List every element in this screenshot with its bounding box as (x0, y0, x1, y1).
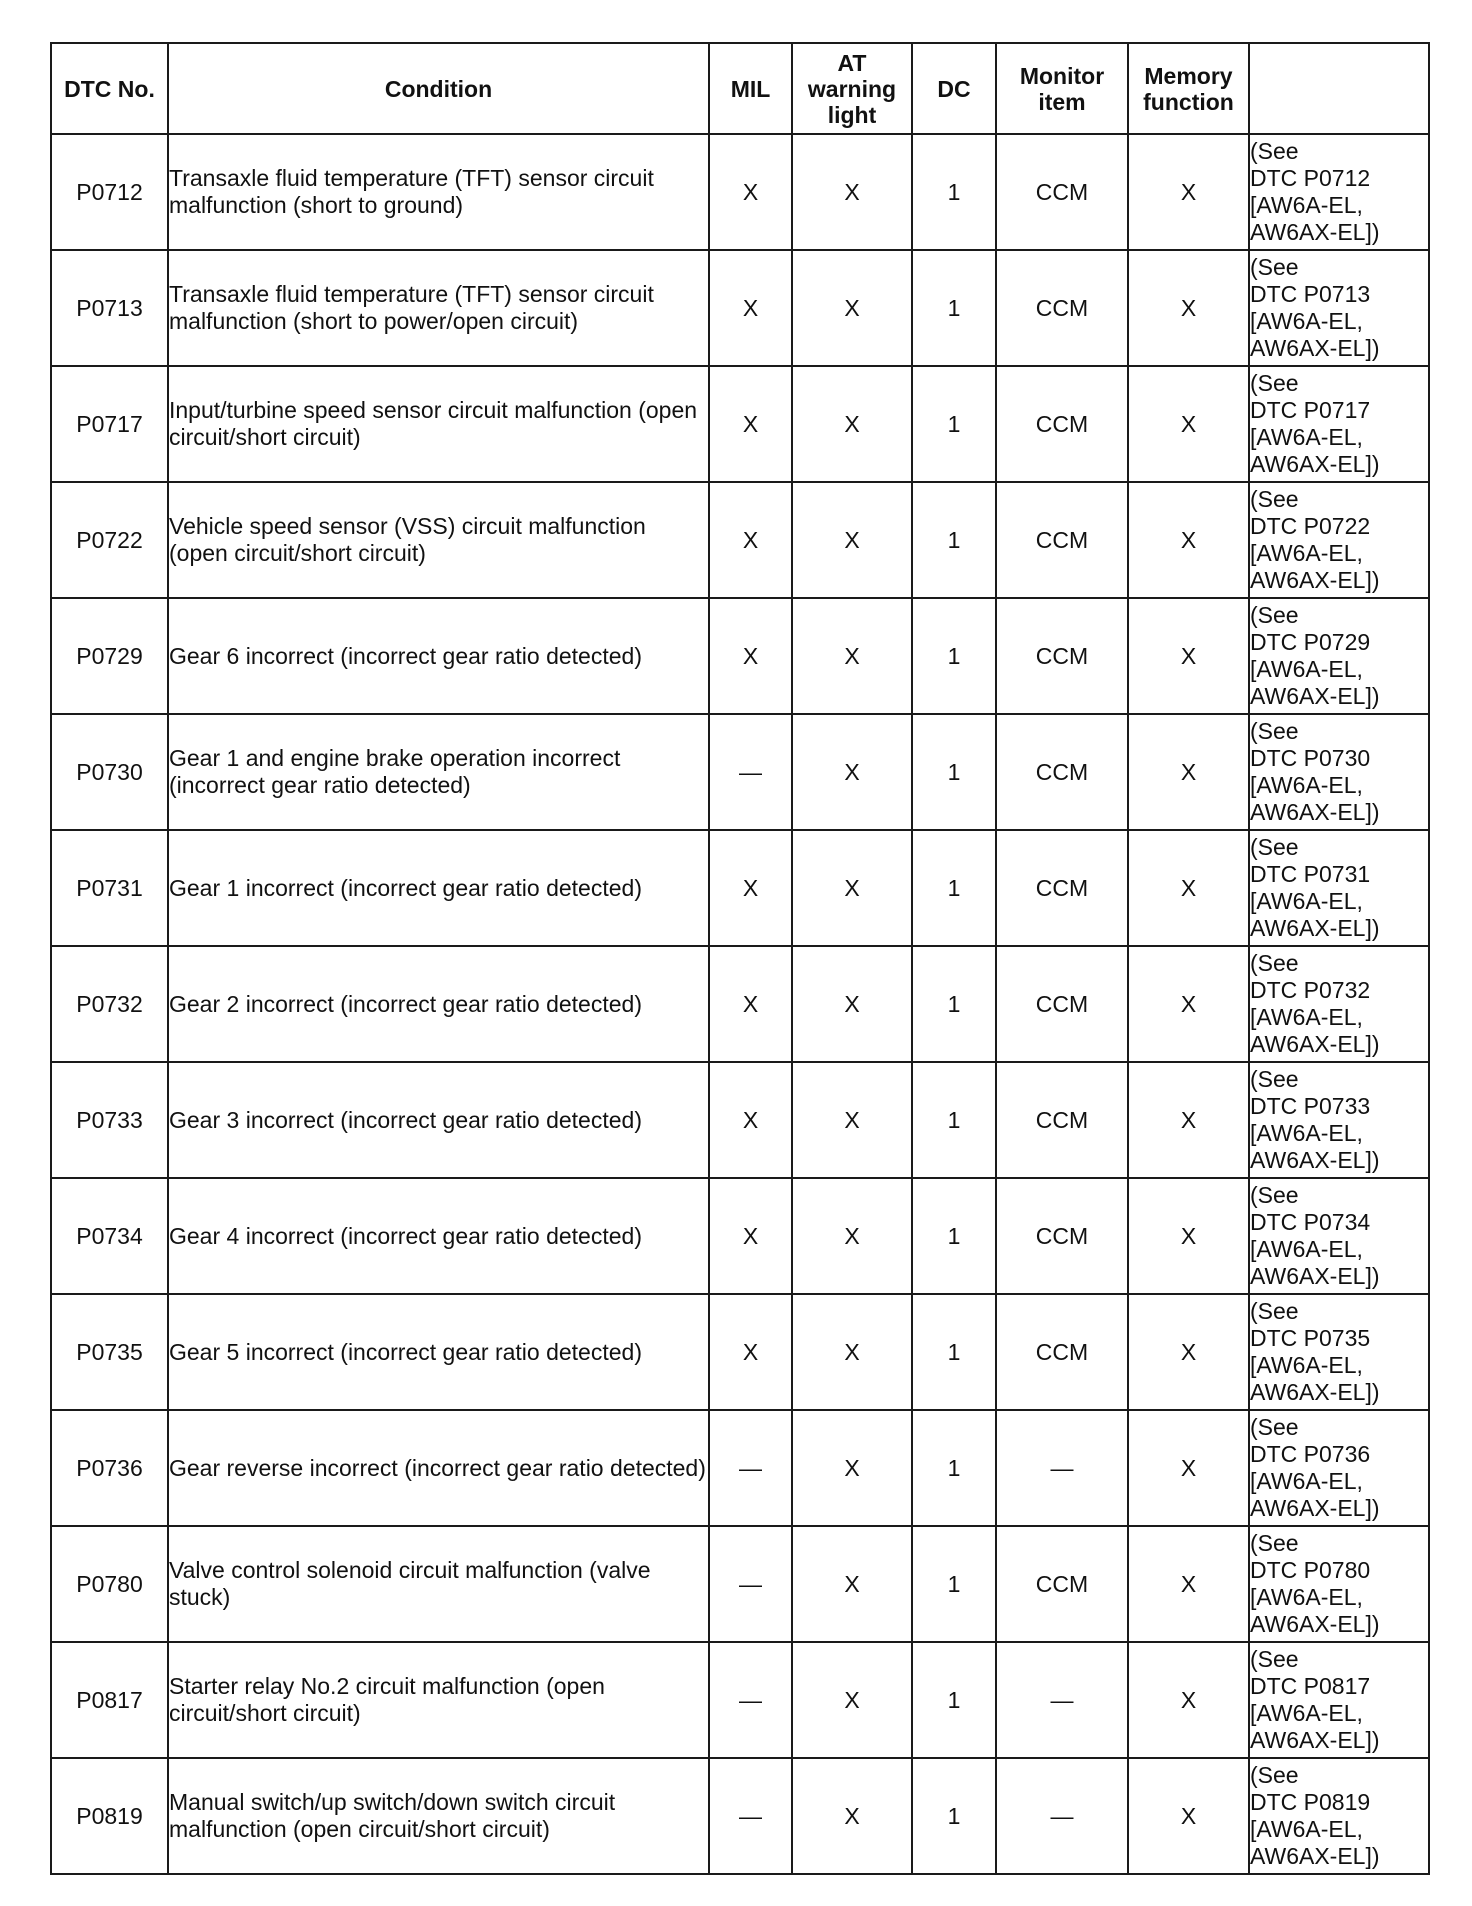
at-warning-light-indicator: X (792, 1758, 912, 1874)
at-warning-light-indicator: X (792, 482, 912, 598)
reference-line: DTC P0722 (1250, 513, 1371, 539)
reference-line: [AW6A-EL, (1250, 1700, 1363, 1726)
monitor-item: CCM (996, 482, 1128, 598)
memory-function-indicator: X (1128, 1526, 1249, 1642)
at-warning-light-indicator: X (792, 1526, 912, 1642)
reference-line: (See (1250, 1414, 1299, 1440)
memory-function-indicator: X (1128, 250, 1249, 366)
dtc-code: P0732 (51, 946, 168, 1062)
table-row (51, 250, 1429, 366)
reference-line: DTC P0731 (1250, 861, 1371, 887)
dtc-code: P0712 (51, 134, 168, 250)
header-condition: Condition (168, 43, 709, 134)
reference-line: AW6AX-EL]) (1250, 1727, 1380, 1753)
reference-line: DTC P0717 (1250, 397, 1371, 423)
at-warning-light-indicator: X (792, 1178, 912, 1294)
condition-text: Transaxle fluid temperature (TFT) sensor circuit malfunction (short to power/open circuit) (168, 250, 709, 366)
reference-line: AW6AX-EL]) (1250, 335, 1380, 361)
mil-indicator: X (709, 134, 792, 250)
table-body (51, 134, 1429, 1874)
table-row (51, 946, 1429, 1062)
reference-link[interactable] (1249, 250, 1429, 366)
monitor-item: CCM (996, 1294, 1128, 1410)
table-row (51, 714, 1429, 830)
reference-line: (See (1250, 254, 1299, 280)
reference-line: [AW6A-EL, (1250, 424, 1363, 450)
dtc-code: P0734 (51, 1178, 168, 1294)
condition-text: Gear 4 incorrect (incorrect gear ratio detected) (168, 1178, 709, 1294)
reference-link[interactable] (1249, 366, 1429, 482)
monitor-item: CCM (996, 1062, 1128, 1178)
dtc-table (50, 42, 1430, 1875)
reference-line: AW6AX-EL]) (1250, 451, 1380, 477)
header-at-warning-light: AT warning light (792, 43, 912, 134)
mil-indicator: X (709, 830, 792, 946)
table-row (51, 830, 1429, 946)
reference-line: DTC P0735 (1250, 1325, 1371, 1351)
memory-function-indicator: X (1128, 366, 1249, 482)
dtc-code: P0722 (51, 482, 168, 598)
condition-text: Manual switch/up switch/down switch circuit malfunction (open circuit/short circuit) (168, 1758, 709, 1874)
reference-link[interactable] (1249, 1178, 1429, 1294)
table-row (51, 1410, 1429, 1526)
mil-indicator: X (709, 482, 792, 598)
dc-value: 1 (912, 1062, 996, 1178)
reference-line: AW6AX-EL]) (1250, 567, 1380, 593)
dtc-code: P0729 (51, 598, 168, 714)
reference-link[interactable] (1249, 1062, 1429, 1178)
header-dc: DC (912, 43, 996, 134)
reference-line: AW6AX-EL]) (1250, 683, 1380, 709)
mil-indicator: X (709, 946, 792, 1062)
reference-line: (See (1250, 1762, 1299, 1788)
dc-value: 1 (912, 598, 996, 714)
table-row (51, 134, 1429, 250)
reference-line: DTC P0712 (1250, 165, 1371, 191)
monitor-item: — (996, 1758, 1128, 1874)
mil-indicator: — (709, 1526, 792, 1642)
monitor-item: CCM (996, 1526, 1128, 1642)
memory-function-indicator: X (1128, 598, 1249, 714)
reference-line: [AW6A-EL, (1250, 888, 1363, 914)
reference-link[interactable] (1249, 714, 1429, 830)
reference-link[interactable] (1249, 1410, 1429, 1526)
reference-line: AW6AX-EL]) (1250, 1263, 1380, 1289)
dtc-code: P0817 (51, 1642, 168, 1758)
condition-text: Gear 1 incorrect (incorrect gear ratio detected) (168, 830, 709, 946)
monitor-item: — (996, 1642, 1128, 1758)
header-memory-function: Memory function (1128, 43, 1249, 134)
at-warning-light-indicator: X (792, 366, 912, 482)
monitor-item: CCM (996, 830, 1128, 946)
reference-line: DTC P0732 (1250, 977, 1371, 1003)
at-warning-light-indicator: X (792, 1294, 912, 1410)
reference-line: DTC P0817 (1250, 1673, 1371, 1699)
reference-line: (See (1250, 718, 1299, 744)
mil-indicator: — (709, 1758, 792, 1874)
dc-value: 1 (912, 830, 996, 946)
reference-line: [AW6A-EL, (1250, 1004, 1363, 1030)
reference-line: DTC P0733 (1250, 1093, 1371, 1119)
dtc-code: P0713 (51, 250, 168, 366)
memory-function-indicator: X (1128, 134, 1249, 250)
memory-function-indicator: X (1128, 1178, 1249, 1294)
reference-link[interactable] (1249, 1294, 1429, 1410)
mil-indicator: — (709, 714, 792, 830)
reference-link[interactable] (1249, 946, 1429, 1062)
memory-function-indicator: X (1128, 714, 1249, 830)
monitor-item: CCM (996, 946, 1128, 1062)
monitor-item: CCM (996, 366, 1128, 482)
memory-function-indicator: X (1128, 1758, 1249, 1874)
reference-line: (See (1250, 1066, 1299, 1092)
at-warning-light-indicator: X (792, 1642, 912, 1758)
condition-text: Gear 5 incorrect (incorrect gear ratio detected) (168, 1294, 709, 1410)
header-row (51, 43, 1429, 134)
reference-link[interactable] (1249, 134, 1429, 250)
at-warning-light-indicator: X (792, 830, 912, 946)
header-mil: MIL (709, 43, 792, 134)
dc-value: 1 (912, 946, 996, 1062)
dtc-code: P0780 (51, 1526, 168, 1642)
reference-line: AW6AX-EL]) (1250, 799, 1380, 825)
condition-text: Transaxle fluid temperature (TFT) sensor circuit malfunction (short to ground) (168, 134, 709, 250)
reference-line: DTC P0736 (1250, 1441, 1371, 1467)
condition-text: Starter relay No.2 circuit malfunction (open circuit/short circuit) (168, 1642, 709, 1758)
table-row (51, 1178, 1429, 1294)
reference-line: [AW6A-EL, (1250, 308, 1363, 334)
reference-line: [AW6A-EL, (1250, 1236, 1363, 1262)
condition-text: Gear 2 incorrect (incorrect gear ratio detected) (168, 946, 709, 1062)
dtc-code: P0735 (51, 1294, 168, 1410)
condition-text: Valve control solenoid circuit malfunction (valve stuck) (168, 1526, 709, 1642)
header-reference (1249, 43, 1429, 134)
table-row (51, 1642, 1429, 1758)
monitor-item: — (996, 1410, 1128, 1526)
dc-value: 1 (912, 134, 996, 250)
reference-line: [AW6A-EL, (1250, 1352, 1363, 1378)
reference-line: [AW6A-EL, (1250, 772, 1363, 798)
reference-line: DTC P0734 (1250, 1209, 1371, 1235)
reference-line: DTC P0730 (1250, 745, 1371, 771)
mil-indicator: X (709, 366, 792, 482)
mil-indicator: X (709, 1178, 792, 1294)
dc-value: 1 (912, 366, 996, 482)
dtc-code: P0731 (51, 830, 168, 946)
reference-line: (See (1250, 1646, 1299, 1672)
dc-value: 1 (912, 1642, 996, 1758)
reference-line: AW6AX-EL]) (1250, 1379, 1380, 1405)
at-warning-light-indicator: X (792, 134, 912, 250)
reference-line: (See (1250, 602, 1299, 628)
mil-indicator: X (709, 1062, 792, 1178)
dc-value: 1 (912, 1178, 996, 1294)
reference-line: AW6AX-EL]) (1250, 915, 1380, 941)
dc-value: 1 (912, 1294, 996, 1410)
condition-text: Gear 6 incorrect (incorrect gear ratio detected) (168, 598, 709, 714)
table-row (51, 482, 1429, 598)
table-row (51, 1526, 1429, 1642)
dtc-code: P0730 (51, 714, 168, 830)
reference-line: (See (1250, 1182, 1299, 1208)
reference-line: [AW6A-EL, (1250, 656, 1363, 682)
reference-line: AW6AX-EL]) (1250, 1611, 1380, 1637)
at-warning-light-indicator: X (792, 1062, 912, 1178)
reference-link[interactable] (1249, 1526, 1429, 1642)
condition-text: Vehicle speed sensor (VSS) circuit malfunction (open circuit/short circuit) (168, 482, 709, 598)
dc-value: 1 (912, 1526, 996, 1642)
condition-text: Gear reverse incorrect (incorrect gear ratio detected) (168, 1410, 709, 1526)
reference-link[interactable] (1249, 830, 1429, 946)
dc-value: 1 (912, 1410, 996, 1526)
at-warning-light-indicator: X (792, 598, 912, 714)
table-row (51, 1758, 1429, 1874)
reference-line: [AW6A-EL, (1250, 540, 1363, 566)
reference-link[interactable] (1249, 598, 1429, 714)
dc-value: 1 (912, 1758, 996, 1874)
reference-link[interactable] (1249, 1642, 1429, 1758)
memory-function-indicator: X (1128, 946, 1249, 1062)
header-dtc-no: DTC No. (51, 43, 168, 134)
reference-line: (See (1250, 138, 1299, 164)
reference-line: AW6AX-EL]) (1250, 219, 1380, 245)
reference-line: [AW6A-EL, (1250, 1816, 1363, 1842)
reference-line: [AW6A-EL, (1250, 192, 1363, 218)
mil-indicator: — (709, 1642, 792, 1758)
reference-line: [AW6A-EL, (1250, 1120, 1363, 1146)
monitor-item: CCM (996, 250, 1128, 366)
reference-line: DTC P0780 (1250, 1557, 1371, 1583)
monitor-item: CCM (996, 134, 1128, 250)
reference-line: (See (1250, 1298, 1299, 1324)
reference-line: (See (1250, 834, 1299, 860)
dtc-code: P0819 (51, 1758, 168, 1874)
reference-line: (See (1250, 1530, 1299, 1556)
monitor-item: CCM (996, 598, 1128, 714)
reference-line: (See (1250, 486, 1299, 512)
reference-line: AW6AX-EL]) (1250, 1031, 1380, 1057)
memory-function-indicator: X (1128, 830, 1249, 946)
reference-line: (See (1250, 950, 1299, 976)
memory-function-indicator: X (1128, 1294, 1249, 1410)
memory-function-indicator: X (1128, 482, 1249, 598)
condition-text: Input/turbine speed sensor circuit malfunction (open circuit/short circuit) (168, 366, 709, 482)
reference-line: DTC P0819 (1250, 1789, 1371, 1815)
dtc-code: P0717 (51, 366, 168, 482)
at-warning-light-indicator: X (792, 1410, 912, 1526)
dc-value: 1 (912, 714, 996, 830)
at-warning-light-indicator: X (792, 946, 912, 1062)
dtc-code: P0736 (51, 1410, 168, 1526)
reference-line: DTC P0729 (1250, 629, 1371, 655)
condition-text: Gear 3 incorrect (incorrect gear ratio detected) (168, 1062, 709, 1178)
reference-line: [AW6A-EL, (1250, 1584, 1363, 1610)
header-monitor-item: Monitor item (996, 43, 1128, 134)
reference-line: AW6AX-EL]) (1250, 1495, 1380, 1521)
table-row (51, 598, 1429, 714)
memory-function-indicator: X (1128, 1062, 1249, 1178)
monitor-item: CCM (996, 1178, 1128, 1294)
memory-function-indicator: X (1128, 1642, 1249, 1758)
dc-value: 1 (912, 482, 996, 598)
table-row (51, 1062, 1429, 1178)
reference-line: AW6AX-EL]) (1250, 1147, 1380, 1173)
reference-line: DTC P0713 (1250, 281, 1371, 307)
reference-link[interactable] (1249, 482, 1429, 598)
at-warning-light-indicator: X (792, 714, 912, 830)
table-row (51, 366, 1429, 482)
monitor-item: CCM (996, 714, 1128, 830)
mil-indicator: — (709, 1410, 792, 1526)
mil-indicator: X (709, 250, 792, 366)
reference-line: [AW6A-EL, (1250, 1468, 1363, 1494)
mil-indicator: X (709, 598, 792, 714)
dtc-code: P0733 (51, 1062, 168, 1178)
mil-indicator: X (709, 1294, 792, 1410)
table-row (51, 1294, 1429, 1410)
reference-line: AW6AX-EL]) (1250, 1843, 1380, 1869)
at-warning-light-indicator: X (792, 250, 912, 366)
condition-text: Gear 1 and engine brake operation incorrect (incorrect gear ratio detected) (168, 714, 709, 830)
reference-line: (See (1250, 370, 1299, 396)
memory-function-indicator: X (1128, 1410, 1249, 1526)
dc-value: 1 (912, 250, 996, 366)
reference-link[interactable] (1249, 1758, 1429, 1874)
